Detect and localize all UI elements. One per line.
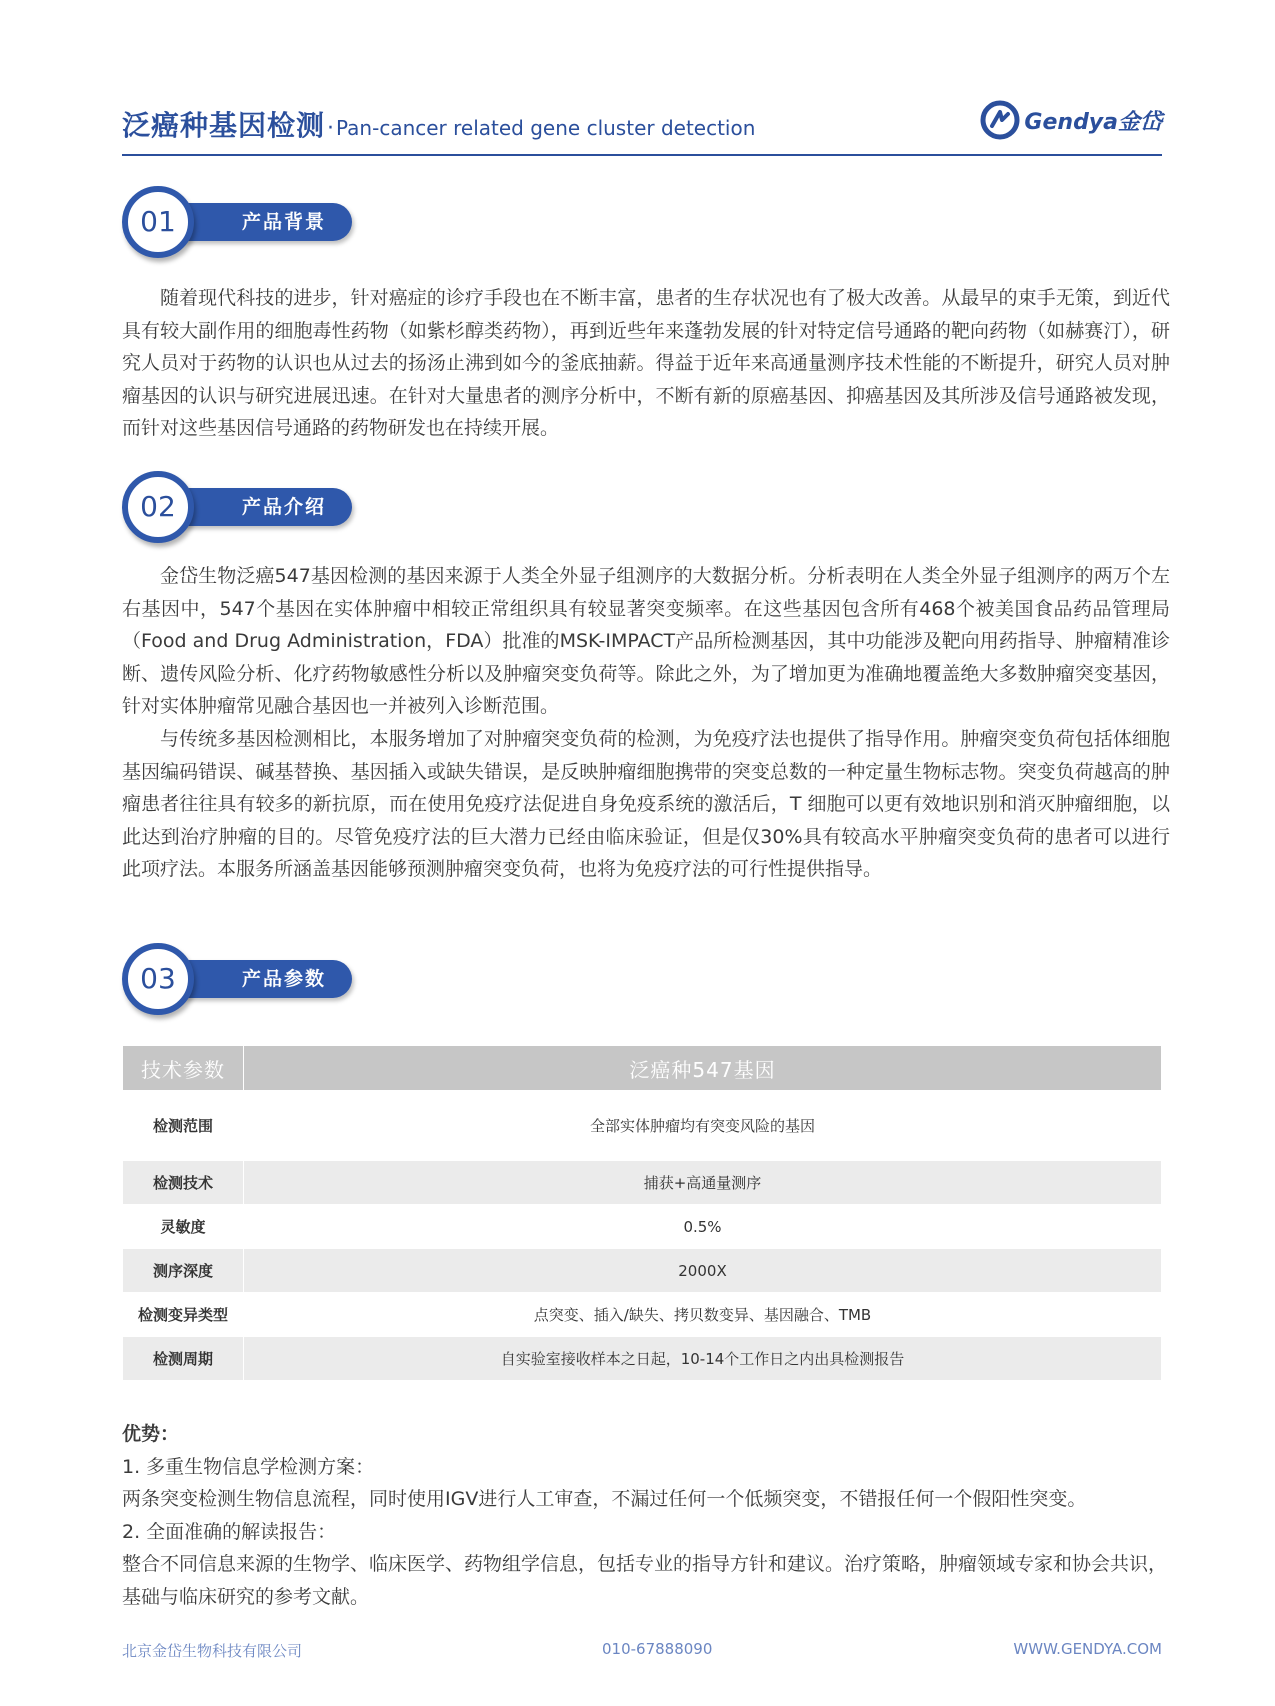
table-header-cell: 泛癌种547基因 [244, 1046, 1162, 1091]
section-number: 01 [140, 205, 176, 238]
table-row [123, 1205, 1162, 1249]
section-number-circle [122, 943, 194, 1015]
param-key: 检测变异类型 [123, 1293, 244, 1337]
section-badge-03 [122, 943, 352, 1015]
table-header-cell: 技术参数 [123, 1046, 244, 1091]
advantage-heading-2: 2. 全面准确的解读报告： [122, 1520, 337, 1543]
param-value: 0.5% [244, 1205, 1162, 1249]
footer-phone: 010-67888090 [602, 1640, 713, 1658]
section-badge-01 [122, 186, 352, 258]
table-row [123, 1249, 1162, 1293]
param-key: 检测周期 [123, 1337, 244, 1381]
table-row [123, 1161, 1162, 1205]
advantage-heading-1: 1. 多重生物信息学检测方案： [122, 1455, 375, 1478]
title-en: Pan-cancer related gene cluster detection [336, 116, 756, 140]
footer-website[interactable]: WWW.GENDYA.COM [1013, 1640, 1162, 1658]
section-number-circle [122, 186, 194, 258]
param-value: 全部实体肿瘤均有突变风险的基因 [244, 1091, 1162, 1161]
section-label: 产品介绍 [242, 496, 327, 518]
param-key: 灵敏度 [123, 1205, 244, 1249]
section-label: 产品背景 [242, 211, 327, 233]
table-row [123, 1091, 1162, 1161]
param-value: 2000X [244, 1249, 1162, 1293]
table-row [123, 1293, 1162, 1337]
section-badge-02 [122, 471, 352, 543]
advantages-block [122, 1418, 1170, 1613]
param-value: 点突变、插入/缺失、拷贝数变异、基因融合、TMB [244, 1293, 1162, 1337]
section-number-circle [122, 471, 194, 543]
table-header-row [123, 1046, 1162, 1091]
gendya-logo-icon [980, 100, 1020, 140]
page-header [122, 96, 1162, 156]
gendya-logo [980, 100, 1162, 140]
background-paragraph: 随着现代科技的进步，针对癌症的诊疗手段也在不断丰富，患者的生存状况也有了极大改善。从最早的束手无策，到近代具有较大副作用的细胞毒性药物（如紫杉醇类药物），再到近些年来蓬勃发展的针对特定信号通路的靶向药物（如赫赛汀），研究人员对于药物的认识也从过去的扬汤止沸到如今的釜底抽薪。得益于近年来高通量测序技术性能的不断提升，研究人员对肿瘤基因的认识与研究进展迅速。在针对大量患者的测序分析中，不断有新的原癌基因、抑癌基因及其所涉及信号通路被发现，而针对这些基因信号通路的药物研发也在持续开展。 [122, 287, 1170, 439]
param-value: 捕获+高通量测序 [244, 1161, 1162, 1205]
param-key: 检测技术 [123, 1161, 244, 1205]
section-label: 产品参数 [242, 968, 327, 990]
intro-paragraph-1: 金岱生物泛癌547基因检测的基因来源于人类全外显子组测序的大数据分析。分析表明在人类全外显子组测序的两万个左右基因中，547个基因在实体肿瘤中相较正常组织具有较显著突变频率。在这些基因包含所有468个被美国食品药品管理局（Food and Drug Administration，FDA）批准的MSK-IMPACT产品所检测基因，其中功能涉及靶向用药指导、肿瘤精准诊断、遗传风险分析、化疗药物敏感性分析以及肿瘤突变负荷等。除此之外，为了增加更为准确地覆盖绝大多数肿瘤突变基因，针对实体肿瘤常见融合基因也一并被列入诊断范围。 [122, 565, 1170, 717]
table-row [123, 1337, 1162, 1381]
title-separator: · [327, 116, 335, 141]
parameters-table [122, 1045, 1162, 1381]
advantage-text-2: 整合不同信息来源的生物学、临床医学、药物组学信息，包括专业的指导方针和建议。治疗策略，肿瘤领域专家和协会共识，基础与临床研究的参考文献。 [122, 1553, 1168, 1608]
section-number: 02 [140, 490, 176, 523]
footer-company: 北京金岱生物科技有限公司 [122, 1642, 303, 1660]
param-key: 测序深度 [123, 1249, 244, 1293]
advantage-text-1: 两条突变检测生物信息流程，同时使用IGV进行人工审查，不漏过任何一个低频突变，不错报任何一个假阳性突变。 [122, 1488, 1087, 1510]
title-zh: 泛癌种基因检测 [122, 109, 326, 142]
advantages-title: 优势： [122, 1423, 180, 1445]
param-value: 自实验室接收样本之日起，10-14个工作日之内出具检测报告 [244, 1337, 1162, 1381]
page-footer [122, 1640, 1162, 1664]
page-title [122, 104, 755, 144]
logo-text: Gendya金岱 [1024, 109, 1162, 135]
intro-paragraph-2: 与传统多基因检测相比，本服务增加了对肿瘤突变负荷的检测，为免疫疗法也提供了指导作用。肿瘤突变负荷包括体细胞基因编码错误、碱基替换、基因插入或缺失错误，是反映肿瘤细胞携带的突变总数的一种定量生物标志物。突变负荷越高的肿瘤患者往往具有较多的新抗原，而在使用免疫疗法促进自身免疫系统的激活后，T 细胞可以更有效地识别和消灭肿瘤细胞，以此达到治疗肿瘤的目的。尽管免疫疗法的巨大潜力已经由临床验证，但是仅30%具有较高水平肿瘤突变负荷的患者可以进行此项疗法。本服务所涵盖基因能够预测肿瘤突变负荷，也将为免疫疗法的可行性提供指导。 [122, 728, 1170, 880]
param-key: 检测范围 [123, 1091, 244, 1161]
section-number: 03 [140, 962, 176, 995]
